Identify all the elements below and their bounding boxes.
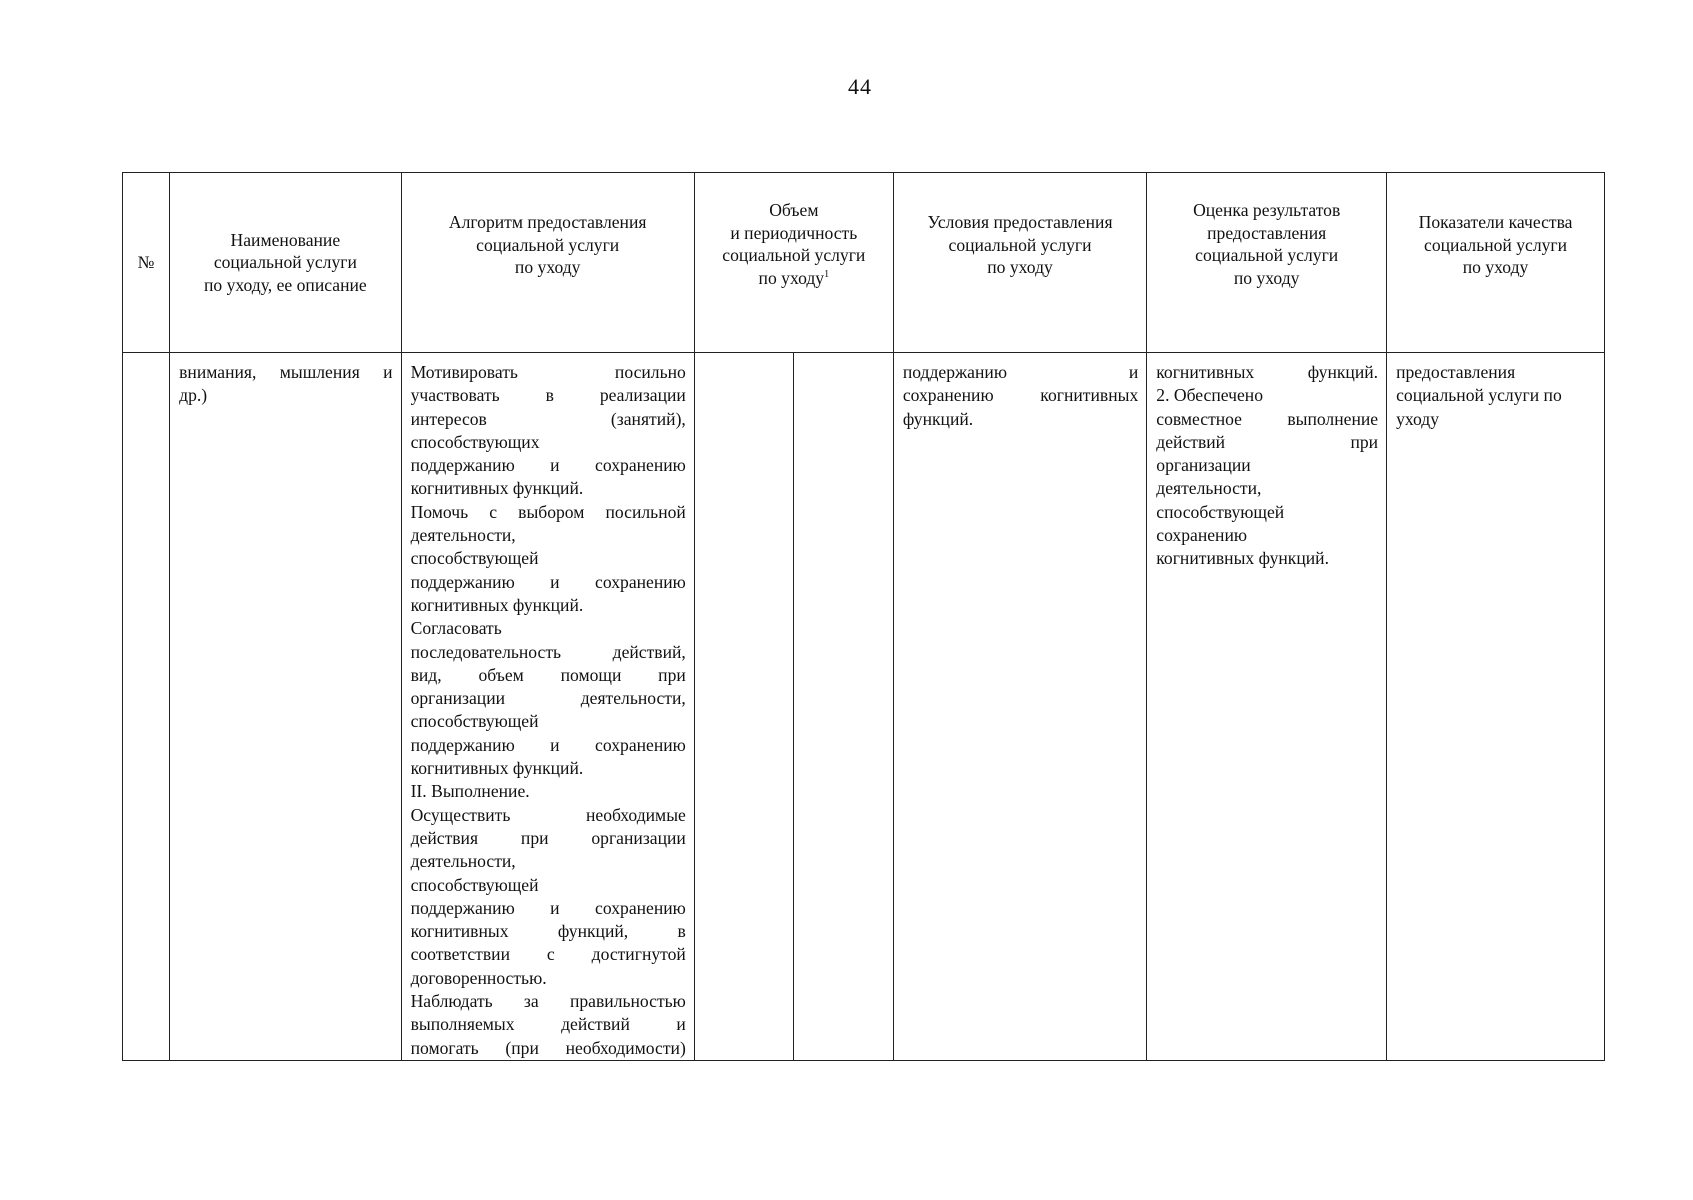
cell-service-name: внимания, мышления и др.) <box>170 353 401 1061</box>
header-algorithm: Алгоритм предоставления социальной услуги по уходу <box>401 173 694 353</box>
cell-number <box>123 353 170 1061</box>
header-quality: Показатели качества социальной услуги по уходу <box>1387 173 1605 353</box>
cell-quality: предоставления социальной услуги по уходу <box>1387 353 1605 1061</box>
cell-evaluation: когнитивных функций. 2. Обеспечено совместное выполнение действий при организации деятельности, способствующей сохранению когнитивных функций. <box>1147 353 1387 1061</box>
cell-conditions: поддержанию и сохранению когнитивных функций. <box>893 353 1146 1061</box>
header-service-name: Наименование социальной услуги по уходу, ее описание <box>170 173 401 353</box>
cell-algorithm: Мотивировать посильно участвовать в реализации интересов (занятий), способствующих поддержанию и сохранению когнитивных функций. Помочь с выбором посильной деятельности, способствующей поддержанию и сохранению когнитивных функций. Согласовать последовательность действий, вид, объем помощи при организации деятельности, способствующей поддержанию и сохранению когнитивных функций. II. Выполнение. Осуществить необходимые действия при организации деятельности, способствующей поддержанию и сохранению когнитивных функций, в соответствии с достигнутой договоренностью. Наблюдать за правильностью выполняемых действий и помогать (при необходимости) <box>401 353 694 1061</box>
header-conditions: Условия предоставления социальной услуги по уходу <box>893 173 1146 353</box>
cell-volume <box>694 353 793 1061</box>
page-number: 44 <box>848 74 872 99</box>
header-volume: Объем и периодичность социальной услуги по уходу$^1$ <box>694 173 893 353</box>
table-row <box>123 353 1605 1061</box>
header-evaluation: Оценка результатов предоставления социальной услуги по уходу <box>1147 173 1387 353</box>
care-services-table <box>122 172 1605 1061</box>
header-row <box>123 173 1605 353</box>
cell-periodicity <box>794 353 894 1061</box>
header-number: № <box>123 173 170 353</box>
